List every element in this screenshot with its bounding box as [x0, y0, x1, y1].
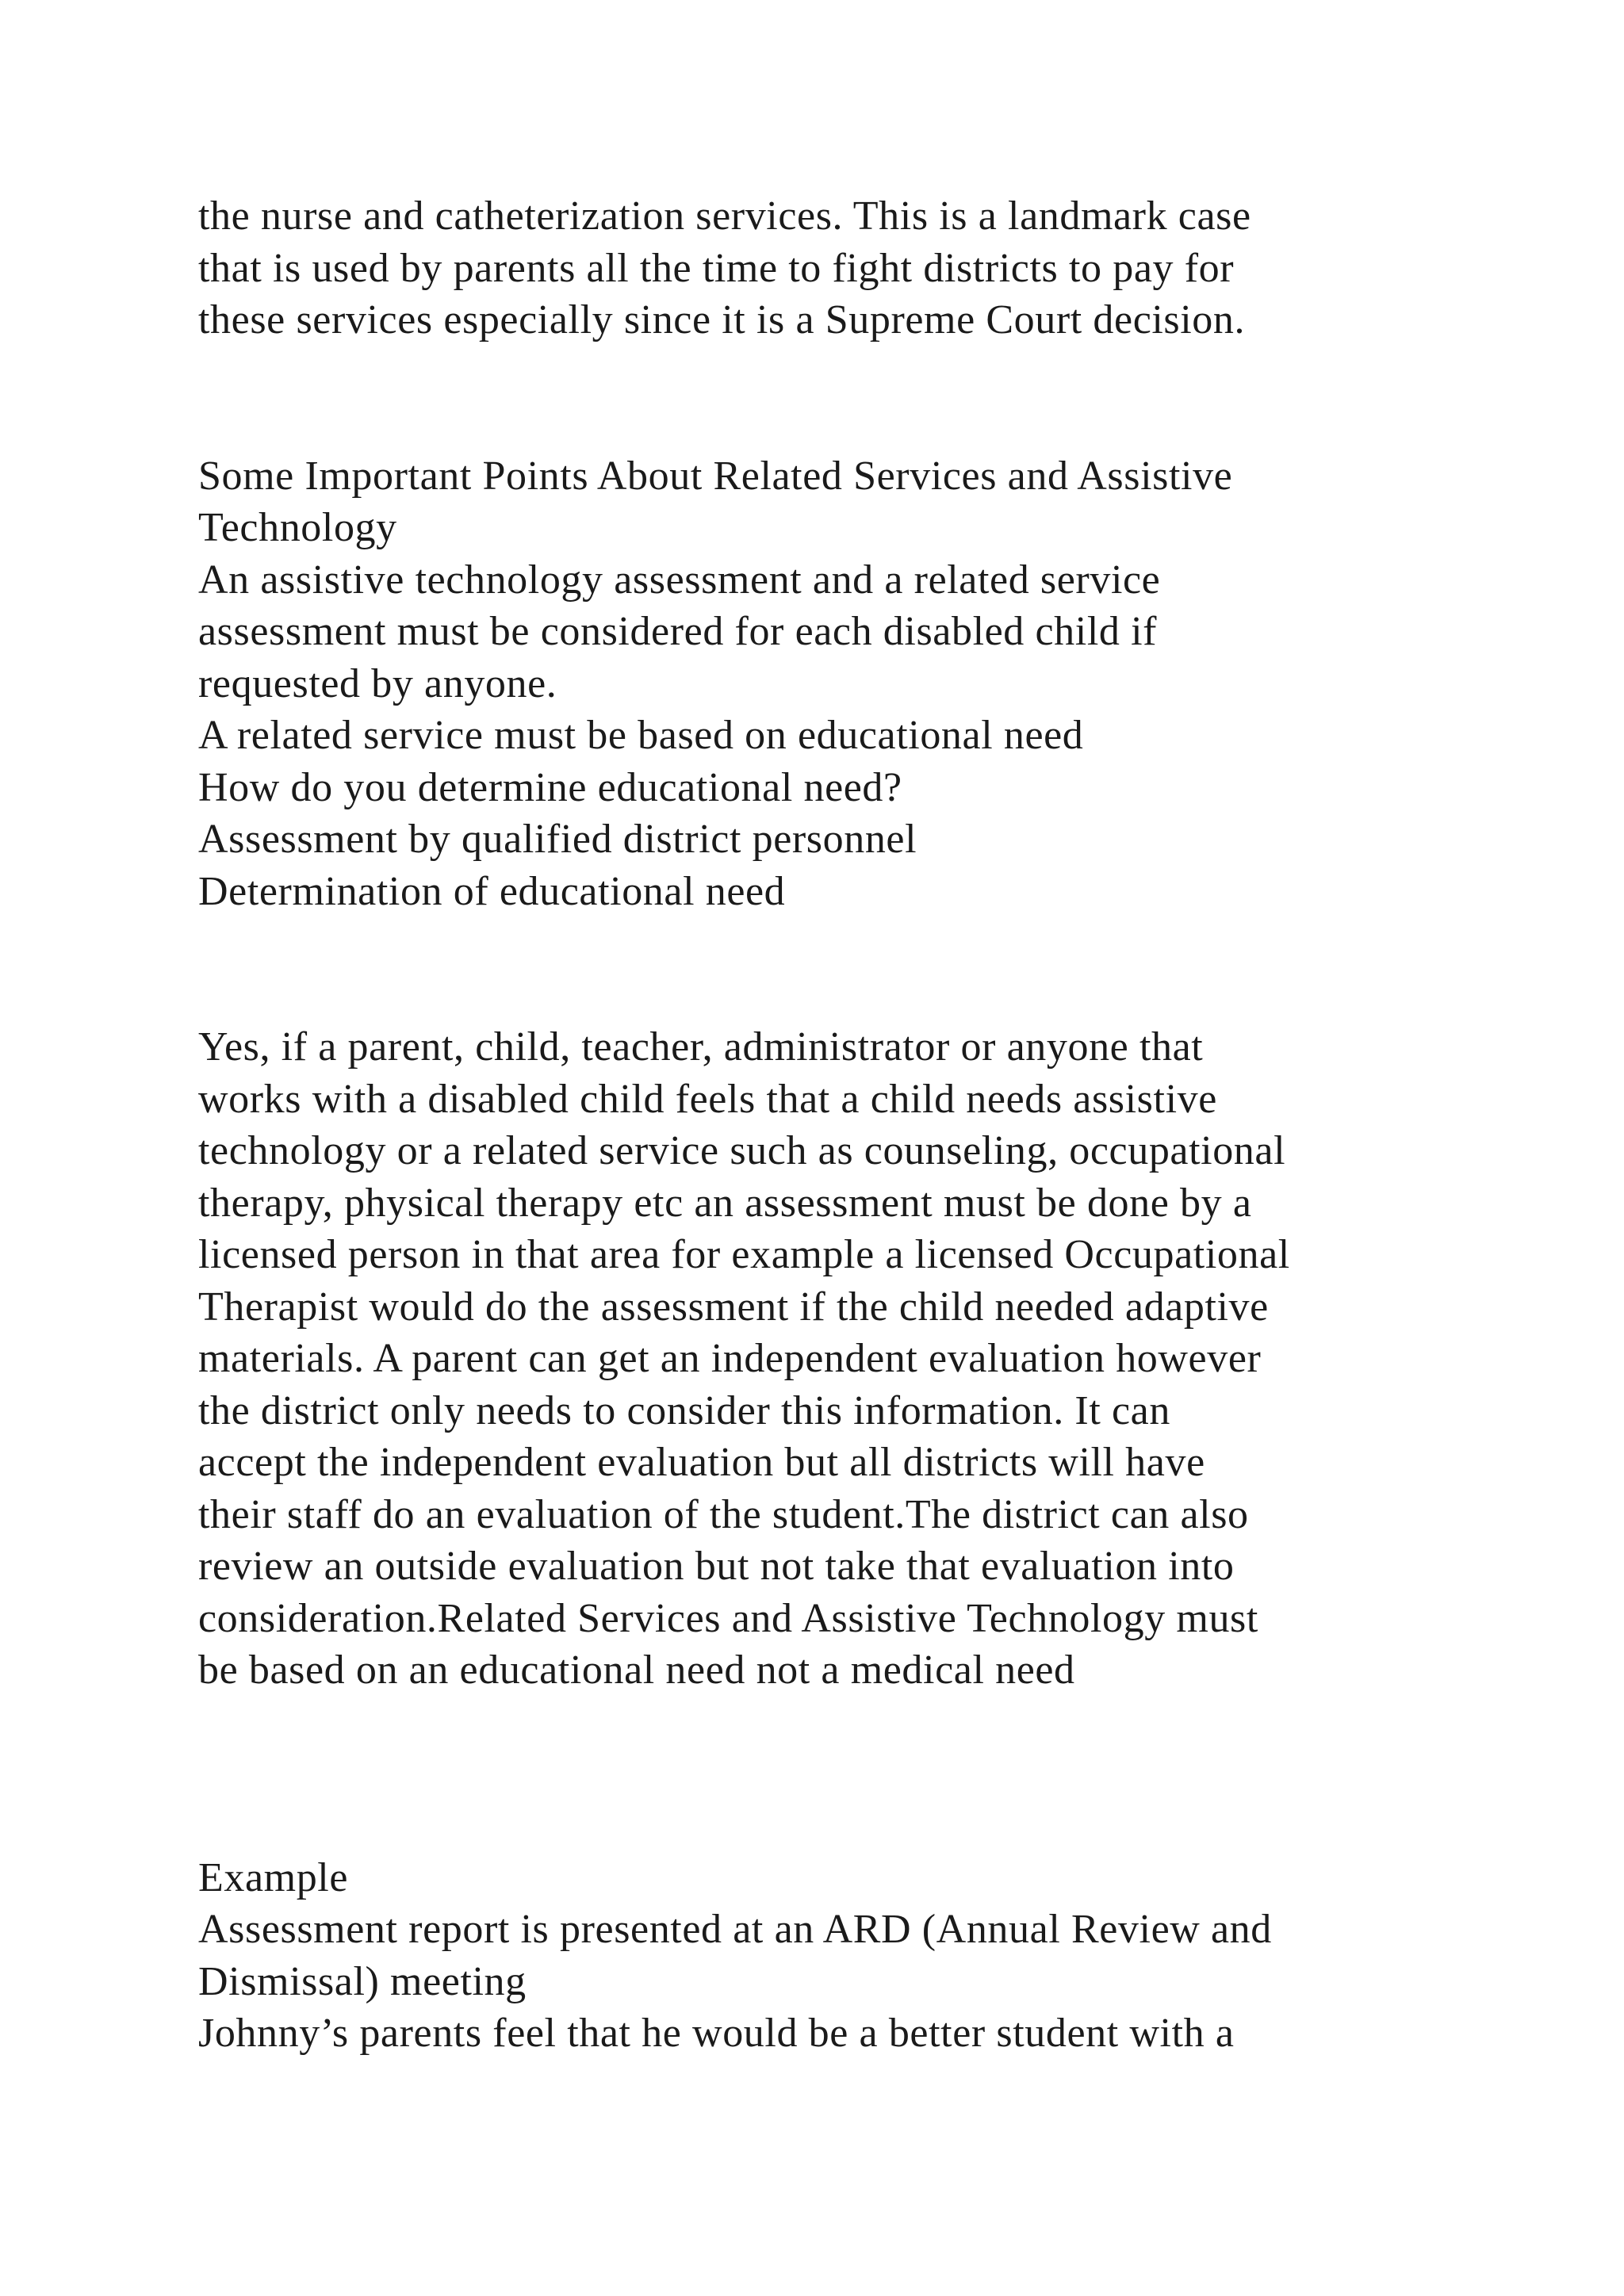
point-line: A related service must be based on educational need	[198, 713, 1084, 758]
text-line: technology or a related service such as counseling, occupational	[198, 1128, 1286, 1173]
document-body	[198, 190, 1546, 2060]
example-heading: Example	[198, 1854, 349, 1900]
point-line: Determination of educational need	[198, 868, 786, 914]
paragraph-catheterization	[198, 190, 1546, 346]
text-line: their staff do an evaluation of the student.The district can also	[198, 1491, 1249, 1537]
point-line: Assessment by qualified district personnel	[198, 817, 917, 862]
point-line: How do you determine educational need?	[198, 764, 902, 810]
paragraph-spacer	[198, 917, 1546, 1021]
text-line: the nurse and catheterization services. This is a landmark case	[198, 193, 1251, 239]
point-line: assessment must be considered for each disabled child if	[198, 609, 1158, 654]
text-line: Johnny’s parents feel that he would be a better student with a	[198, 2011, 1235, 2056]
text-line: Dismissal) meeting	[198, 1958, 527, 2004]
section-heading	[198, 450, 1546, 554]
heading-line: Some Important Points About Related Services and Assistive	[198, 453, 1233, 499]
paragraph-spacer	[198, 346, 1546, 450]
example-section	[198, 1852, 1546, 2060]
text-line: works with a disabled child feels that a child needs assistive	[198, 1076, 1217, 1122]
point-line: An assistive technology assessment and a related service	[198, 557, 1161, 603]
text-line: be based on an educational need not a medical need	[198, 1647, 1075, 1693]
text-line: that is used by parents all the time to fight districts to pay for	[198, 245, 1235, 291]
paragraph-assessment-explanation	[198, 1021, 1546, 1697]
text-line: Therapist would do the assessment if the child needed adaptive	[198, 1284, 1269, 1330]
text-line: accept the independent evaluation but all districts will have	[198, 1440, 1205, 1485]
heading-line: Technology	[198, 505, 397, 550]
paragraph-spacer	[198, 1697, 1546, 1852]
text-line: licensed person in that area for example a licensed Occupational	[198, 1232, 1290, 1277]
point-line: requested by anyone.	[198, 660, 557, 706]
text-line: therapy, physical therapy etc an assessment must be done by a	[198, 1180, 1252, 1226]
text-line: Assessment report is presented at an ARD (Annual Review and	[198, 1907, 1272, 1952]
text-line: Yes, if a parent, child, teacher, administrator or anyone that	[198, 1024, 1204, 1070]
important-points	[198, 554, 1546, 918]
text-line: review an outside evaluation but not take that evaluation into	[198, 1544, 1235, 1589]
text-line: these services especially since it is a Supreme Court decision.	[198, 297, 1246, 342]
text-line: materials. A parent can get an independent evaluation however	[198, 1336, 1262, 1381]
text-line: consideration.Related Services and Assistive Technology must	[198, 1595, 1258, 1641]
text-line: the district only needs to consider this information. It can	[198, 1387, 1170, 1433]
